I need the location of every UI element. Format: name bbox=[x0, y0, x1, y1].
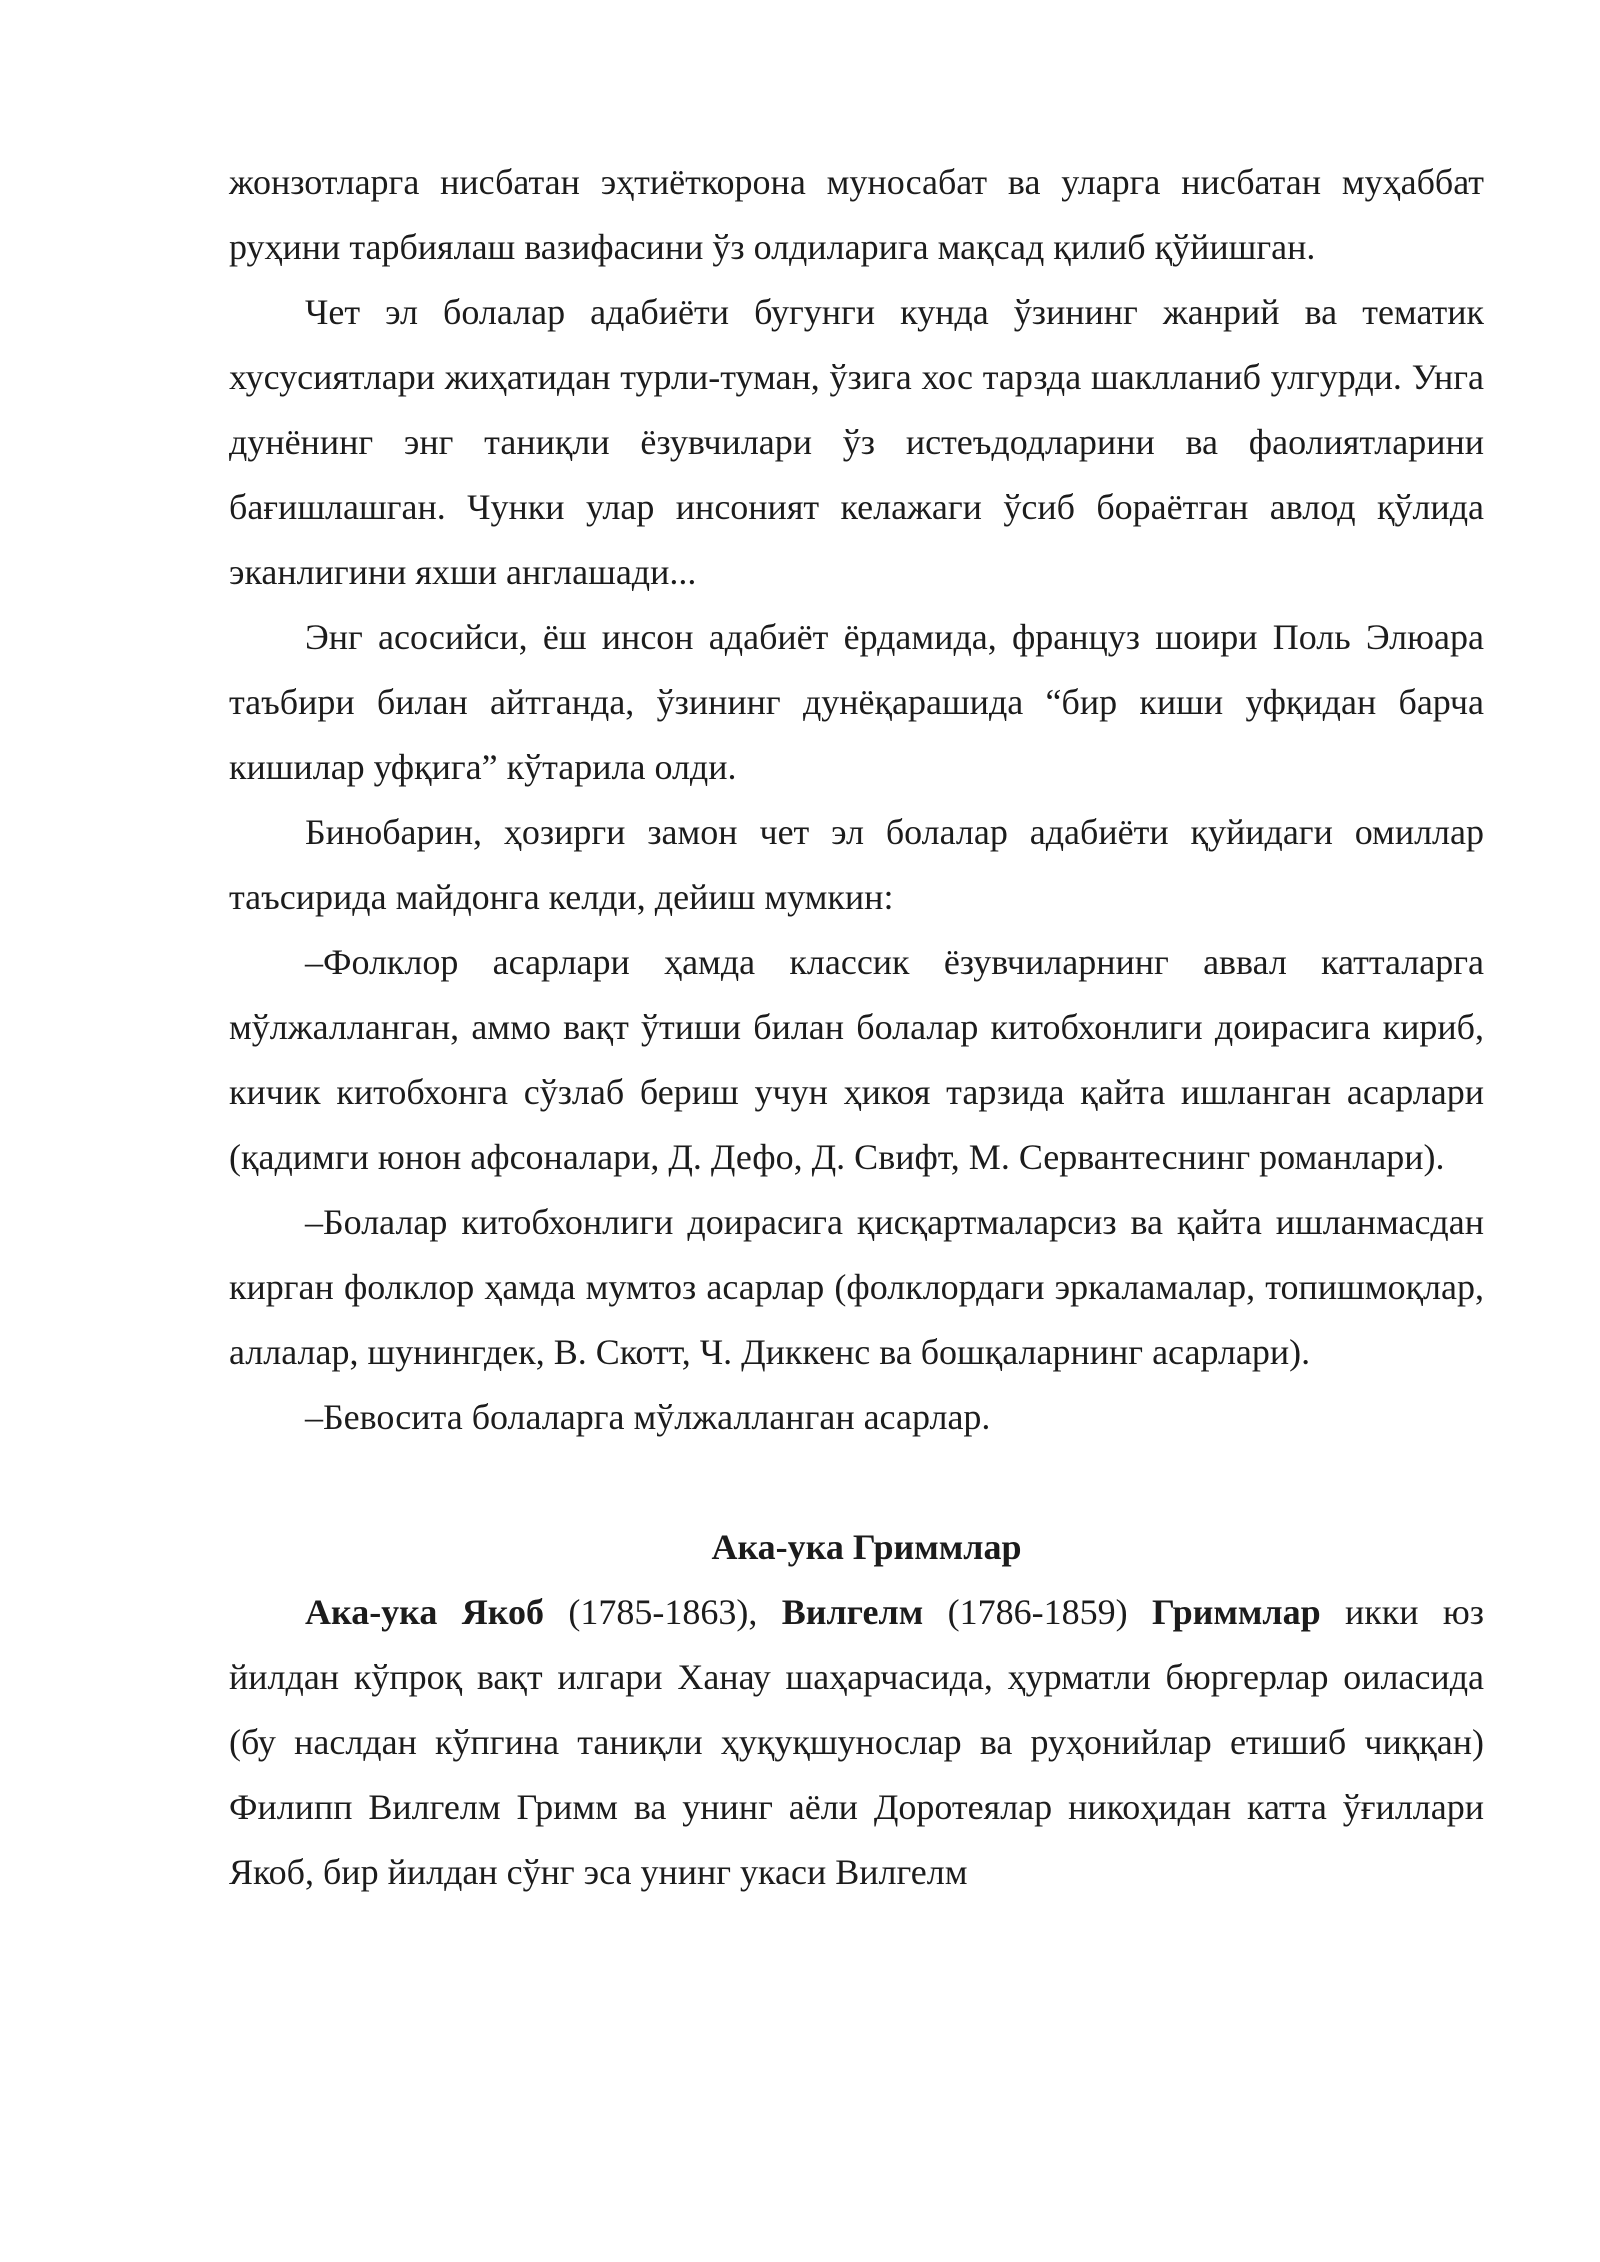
paragraph-grimm-brothers bbox=[229, 1580, 1484, 1905]
list-item-children-works: –Бевосита болаларга мўлжалланган асарлар. bbox=[305, 1397, 991, 1437]
paragraph-continuation: жонзотларга нисбатан эҳтиёткорона муносабат ва уларга нисбатан муҳаббат руҳини тарбиялаш вазифасини ўз олдиларига мақсад қилиб қўйишган. bbox=[229, 162, 1484, 267]
bold-grimms: Гриммлар bbox=[1151, 1592, 1321, 1632]
section-title: Ака-ука Гриммлар bbox=[711, 1527, 1022, 1567]
list-item-folklore-classics: –Фолклор асарлари ҳамда классик ёзувчиларнинг аввал катталарга мўлжалланган, аммо вақт ўтиши билан болалар китобхонлиги доирасига кириб, кичик китобхонга сўзлаб бериш учун ҳикоя тарзида қайта ишланган асарлари (қадимги юнон афсоналари, Д. Дефо, Д. Свифт, М. Сервантеснинг романлари). bbox=[229, 942, 1484, 1177]
grimm-text: икки юз йилдан кўпроқ вақт илгари Ханау шаҳарчасида, ҳурматли бюргерлар оиласида (бу наслдан кўпгина таниқли ҳуқуқшунослар ва руҳонийлар етишиб чиққан) Филипп Вилгелм Гримм ва унинг аёли Доротеялар никоҳидан катта ўғиллари Якоб, бир йилдан сўнг эса унинг укаси Вилгелм bbox=[229, 1592, 1484, 1892]
list-item-unabridged-works: –Болалар китобхонлиги доирасига қисқартмаларсиз ва қайта ишланмасдан кирган фолклор ҳамда мумтоз асарлар (фолклордаги эркаламалар, топишмоқлар, аллалар, шунингдек, В. Скотт, Ч. Диккенс ва бошқаларнинг асарлари). bbox=[229, 1202, 1484, 1372]
document-page bbox=[229, 150, 1484, 1905]
paragraph-factors-intro: Бинобарин, ҳозирги замон чет эл болалар адабиёти қуйидаги омиллар таъсирида майдонга келди, дейиш мумкин: bbox=[229, 812, 1484, 917]
wilhelm-years: (1786-1859) bbox=[923, 1592, 1152, 1632]
paragraph-eluard-quote: Энг асосийси, ёш инсон адабиёт ёрдамида, француз шоири Поль Элюара таъбири билан айтганда, ўзининг дунёқарашида “бир киши уфқидан барча кишилар уфқига” кўтарила олди. bbox=[229, 617, 1484, 787]
bold-jacob: Ака-ука Якоб bbox=[305, 1592, 545, 1632]
bold-wilhelm: Вилгелм bbox=[781, 1592, 924, 1632]
jacob-years: (1785-1863), bbox=[544, 1592, 782, 1632]
paragraph-foreign-literature: Чет эл болалар адабиёти бугунги кунда ўзининг жанрий ва тематик хусусиятлари жиҳатидан турли-туман, ўзига хос тарзда шаклланиб улгурди. Унга дунёнинг энг таниқли ёзувчилари ўз истеъдодларини ва фаолиятларини бағишлашган. Чунки улар инсоният келажаги ўсиб бораётган авлод қўлида эканлигини яхши англашади... bbox=[229, 292, 1484, 592]
